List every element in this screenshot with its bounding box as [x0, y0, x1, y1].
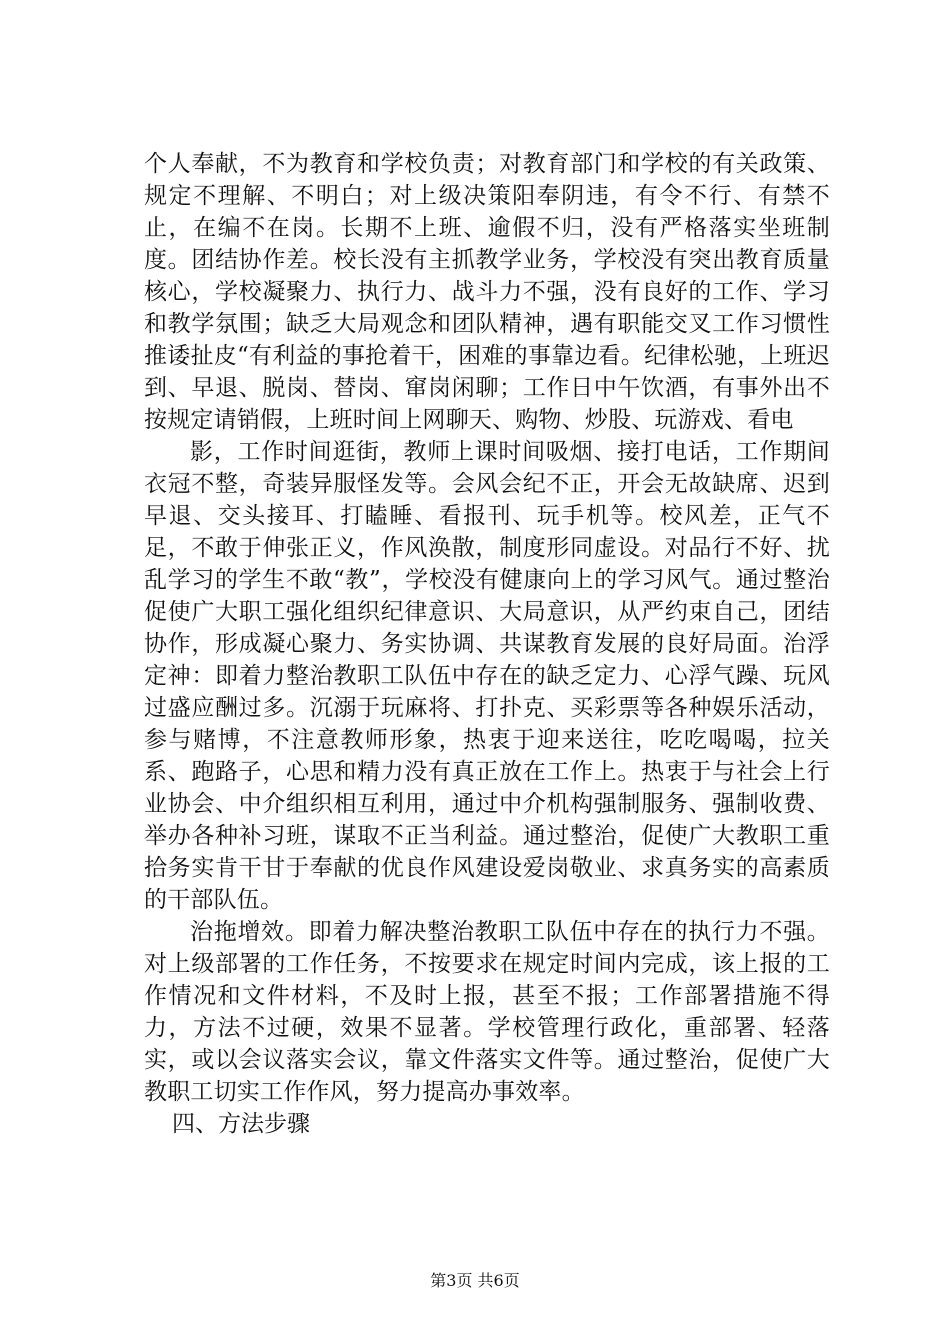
document-body — [144, 148, 830, 1140]
body-paragraph-2: 影，工作时间逛街，教师上课时间吸烟、接打电话，工作期间衣冠不整，奇装异服怪发等。会风会纪不正，开会无故缺席、迟到早退、交头接耳、打瞌睡、看报刊、玩手机等。校风差，正气不足，不敢于伸张正义，作风涣散，制度形同虚设。对品行不好、扰乱学习的学生不敢“教”，学校没有健康向上的学习风气。通过整治促使广大职工强化组织纪律意识、大局意识，从严约束自己，团结协作，形成凝心聚力、务实协调、共谋教育发展的良好局面。治浮定神：即着力整治教职工队伍中存在的缺乏定力、心浮气躁、玩风过盛应酬过多。沉溺于玩麻将、打扑克、买彩票等各种娱乐活动，参与赌博，不注意教师形象，热衷于迎来送往，吃吃喝喝，拉关系、跑路子，心思和精力没有真正放在工作上。热衷于与社会上行业协会、中介组织相互利用，通过中介机构强制服务、强制收费、举办各种补习班，谋取不正当利益。通过整治，促使广大教职工重拾务实肯干甘于奉献的优良作风建设爱岗敬业、求真务实的高素质的干部队伍。 — [144, 439, 830, 913]
section-heading: 四、方法步骤 — [172, 1111, 310, 1137]
body-paragraph-1: 个人奉献，不为教育和学校负责；对教育部门和学校的有关政策、规定不理解、不明白；对上级决策阳奉阴违，有令不行、有禁不止，在编不在岗。长期不上班、逾假不归，没有严格落实坐班制度。团结协作差。校长没有主抓教学业务，学校没有突出教育质量核心，学校凝聚力、执行力、战斗力不强，没有良好的工作、学习和教学氛围；缺乏大局观念和团队精神，遇有职能交叉工作习惯性推诿扯皮“有利益的事抢着干，困难的事靠边看。纪律松驰，上班迟到、早退、脱岗、替岗、窜岗闲聊；工作日中午饮酒，有事外出不按规定请销假，上班时间上网聊天、购物、炒股、玩游戏、看电 — [144, 151, 830, 433]
page-number-footer: 第3页 共6页 — [430, 1271, 520, 1290]
body-paragraph-3: 治拖增效。即着力解决整治教职工队伍中存在的执行力不强。对上级部署的工作任务，不按要求在规定时间内完成，该上报的工作情况和文件材料，不及时上报，甚至不报；工作部署措施不得力，方法不过硬，效果不显著。学校管理行政化，重部署、轻落实，或以会议落实会议，靠文件落实文件等。通过整治，促使广大教职工切实工作作风，努力提高办事效率。 — [144, 919, 830, 1105]
